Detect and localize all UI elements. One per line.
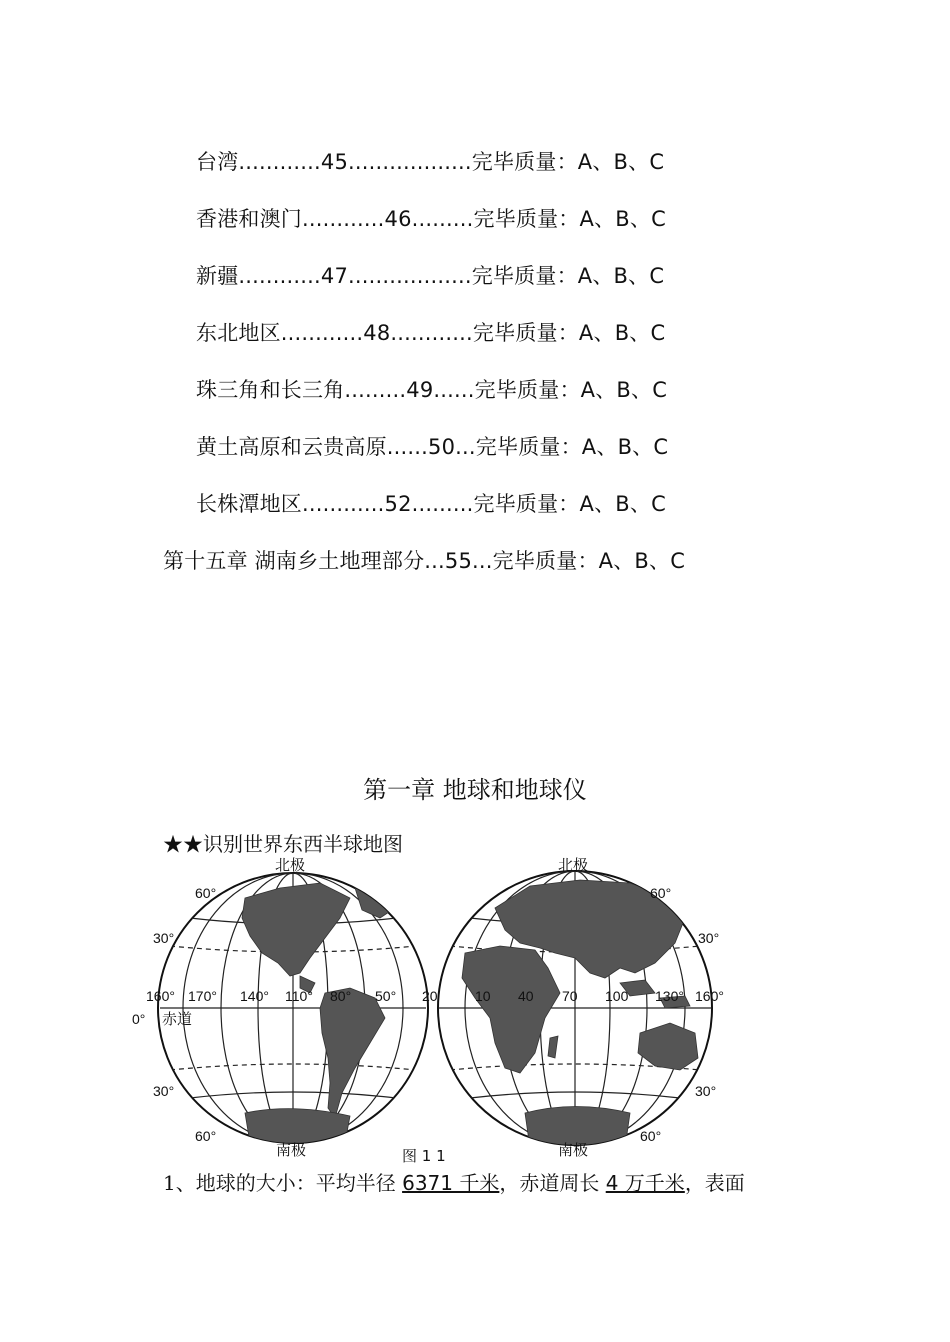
lon-label-70: 70 [562,988,578,1004]
lat-60-label-ne: 60° [650,885,672,901]
toc-line-plateaus: 黄土高原和云贵高原......50...完毕质量：A、B、C [196,435,669,459]
lon-label-10: 10 [475,988,491,1004]
toc-line-northeast: 东北地区............48............完毕质量：A、B、C [196,321,666,345]
hemisphere-map [132,856,740,1165]
lat-0-label: 0° [132,1011,146,1027]
north-pole-label-west: 北极 [275,856,306,874]
section-heading: ★★识别世界东西半球地图 [163,832,403,856]
toc-line-hongkong-macau: 香港和澳门............46.........完毕质量：A、B、C [196,207,666,231]
eastern-hemisphere [422,856,724,1159]
equator-circumference-value: 4 万千米 [605,1171,685,1195]
lat-60-label-nw: 60° [195,885,217,901]
south-pole-label-east: 南极 [558,1141,589,1159]
western-hemisphere [132,856,428,1159]
lat-30-label-nw: 30° [153,930,175,946]
lon-label-40: 40 [518,988,534,1004]
lon-label-100: 100 [605,988,629,1004]
chapter-title: 第一章 地球和地球仪 [363,776,587,804]
lon-label-160w: 160° [146,988,175,1004]
lat-60-label-sw: 60° [195,1128,217,1144]
lon-label-130: 130° [655,988,684,1004]
lat-30-label-ne: 30° [698,930,720,946]
toc-line-xinjiang: 新疆............47..................完毕质量：A、B、C [196,264,665,288]
lon-label-170: 170° [188,988,217,1004]
paragraph-prefix: 1、地球的大小：平均半径 [163,1171,403,1195]
figure-caption: 图 1 1 [402,1147,446,1165]
toc-line-taiwan: 台湾............45..................完毕质量：A、B、C [196,150,665,174]
lon-label-20: 20 [422,988,438,1004]
lat-30-label-se: 30° [695,1083,717,1099]
earth-radius-value: 6371 千米 [402,1171,500,1195]
south-pole-label-west: 南极 [276,1141,307,1159]
earth-size-paragraph [163,1167,745,1196]
toc-line-deltas: 珠三角和长三角.........49......完毕质量：A、B、C [196,378,668,402]
lat-60-label-se: 60° [640,1128,662,1144]
equator-label: 赤道 [162,1010,193,1028]
paragraph-middle: ，赤道周长 [499,1171,606,1195]
lon-label-160e: 160° [695,988,724,1004]
north-pole-label-east: 北极 [558,856,589,874]
toc-line-changzhutan: 长株潭地区............52.........完毕质量：A、B、C [196,492,666,516]
lon-label-110: 110° [285,988,313,1004]
paragraph-suffix: ，表面 [684,1171,745,1195]
lon-label-140: 140° [240,988,269,1004]
toc-line-chapter15: 第十五章 湖南乡土地理部分...55...完毕质量：A、B、C [163,549,686,573]
lon-label-80: 80° [330,988,352,1004]
lat-30-label-sw: 30° [153,1083,175,1099]
lon-label-50: 50° [375,988,397,1004]
